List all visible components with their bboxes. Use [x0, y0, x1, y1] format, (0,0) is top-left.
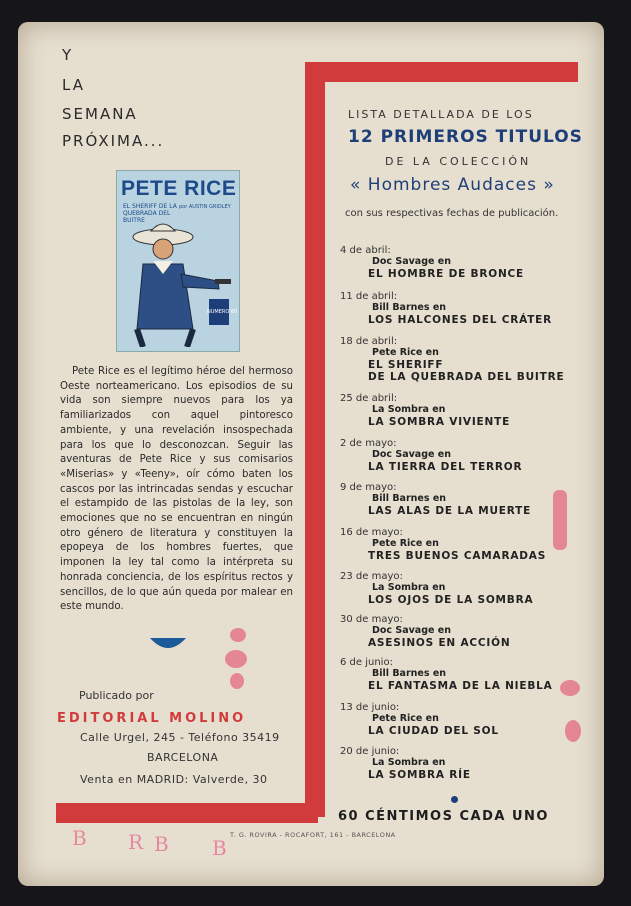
intro-line-1: Y	[62, 46, 74, 64]
intro-line-4: PRÓXIMA...	[62, 132, 165, 150]
entry-date: 4 de abril:	[340, 245, 391, 256]
entry-title: EL HOMBRE DE BRONCE	[368, 268, 525, 280]
entry-hero: Pete Rice en	[372, 347, 439, 358]
list-heading-line-1: LISTA DETALLADA DE LOS	[348, 108, 534, 121]
red-frame-top	[318, 62, 578, 82]
intro-line-2: LA	[62, 76, 85, 94]
list-heading-note: con sus respectivas fechas de publicación.	[345, 208, 559, 219]
cowboy-illustration	[123, 219, 238, 347]
publisher-name: EDITORIAL MOLINO	[57, 711, 247, 726]
ornament-icon	[150, 634, 186, 654]
next-issue-cover	[116, 170, 240, 352]
entry-title: LA TIERRA DEL TERROR	[368, 461, 523, 473]
entry-title: LOS OJOS DE LA SOMBRA	[368, 594, 534, 606]
entry-title: LAS ALAS DE LA MUERTE	[368, 505, 532, 517]
red-frame-left	[305, 62, 325, 817]
entry-title: LA CIUDAD DEL SOL	[368, 725, 499, 737]
entry-date: 6 de junio:	[340, 657, 393, 668]
entry-hero: Doc Savage en	[372, 256, 451, 267]
entry-title: LA SOMBRA VIVIENTE	[368, 416, 511, 428]
stamp-mark: B	[72, 826, 87, 850]
cover-author: por AUSTIN GRIDLEY	[179, 204, 231, 210]
entry-title: LA SOMBRA RÍE	[368, 769, 471, 781]
ink-stain	[230, 673, 244, 689]
red-frame-bottom	[56, 803, 318, 823]
entry-date: 9 de mayo:	[340, 482, 397, 493]
entry-hero: La Sombra en	[372, 404, 446, 415]
ink-stain	[230, 628, 246, 642]
cover-subtitle: EL SHERIFF DE LA QUEBRADA DEL BUITRE	[123, 203, 177, 224]
entry-date: 20 de junio:	[340, 746, 400, 757]
stamp-mark: B	[212, 836, 227, 860]
entry-date: 13 de junio:	[340, 702, 400, 713]
entry-title: EL FANTASMA DE LA NIEBLA	[368, 680, 553, 692]
entry-date: 16 de mayo:	[340, 527, 403, 538]
entry-hero: Bill Barnes en	[372, 668, 447, 679]
entry-title: LOS HALCONES DEL CRÁTER	[368, 314, 553, 326]
ink-stain	[225, 650, 247, 668]
entry-hero: Doc Savage en	[372, 625, 451, 636]
price-label: 60 CÉNTIMOS CADA UNO	[338, 809, 549, 824]
cover-title: PETE RICE	[121, 177, 237, 200]
entry-hero: Bill Barnes en	[372, 302, 447, 313]
ink-stain	[553, 490, 567, 550]
stamp-mark: R	[128, 830, 144, 854]
entry-date: 23 de mayo:	[340, 571, 403, 582]
collection-name: « Hombres Audaces »	[350, 175, 555, 195]
cover-badge: NUMERO 60	[207, 309, 238, 315]
entry-title: TRES BUENOS CAMARADAS	[368, 550, 547, 562]
ink-stain	[565, 720, 581, 742]
entry-date: 11 de abril:	[340, 291, 398, 302]
ink-stain	[560, 680, 580, 696]
entry-date: 30 de mayo:	[340, 614, 403, 625]
entry-title: EL SHERIFF	[368, 359, 444, 371]
intro-line-3: SEMANA	[62, 105, 138, 123]
entry-title: ASESINOS EN ACCIÓN	[368, 637, 511, 649]
entry-date: 2 de mayo:	[340, 438, 397, 449]
entry-hero: Doc Savage en	[372, 449, 451, 460]
madrid-sales: Venta en MADRID: Valverde, 30	[80, 773, 268, 786]
entry-title: DE LA QUEBRADA DEL BUITRE	[368, 371, 565, 383]
publisher-city: BARCELONA	[147, 751, 219, 764]
entry-date: 25 de abril:	[340, 393, 398, 404]
stamp-mark: B	[154, 832, 169, 856]
list-heading-line-2: 12 PRIMEROS TITULOS	[348, 127, 583, 147]
entry-hero: La Sombra en	[372, 582, 446, 593]
entry-hero: La Sombra en	[372, 757, 446, 768]
entry-hero: Pete Rice en	[372, 538, 439, 549]
published-by-label: Publicado por	[79, 689, 154, 702]
printer-imprint: T. G. ROVIRA - ROCAFORT, 161 - BARCELONA	[230, 831, 396, 839]
entry-hero: Bill Barnes en	[372, 493, 447, 504]
bullet-dot	[451, 796, 458, 803]
list-heading-line-3: DE LA COLECCIÓN	[385, 155, 532, 168]
publisher-address: Calle Urgel, 245 - Teléfono 35419	[80, 731, 280, 744]
entry-date: 18 de abril:	[340, 336, 398, 347]
description-paragraph: Pete Rice es el legítimo héroe del hermoso Oeste norteamericano. Los episodios de su vida son siempre nuevos para los ya familiarizados con aquel pintoresco ambiente, y una revelación insospechada para los que lo desconozcan. Seguir las aventuras de Pete Rice y sus comisarios «Miserias» y «Teeny», oír cómo baten los cascos por las intrincadas sendas y escuchar el estampido de las pistolas de la ley, son emociones que no se encuentran en ningún otro género de literatura y constituyen la epopeya de los hombres fuertes, que imponen la ley tal como la intérpreta su honrada conciencia, de los espíritus rectos y sencillos, de lo que aún queda por malear en este mundo.	[60, 366, 293, 613]
entry-hero: Pete Rice en	[372, 713, 439, 724]
